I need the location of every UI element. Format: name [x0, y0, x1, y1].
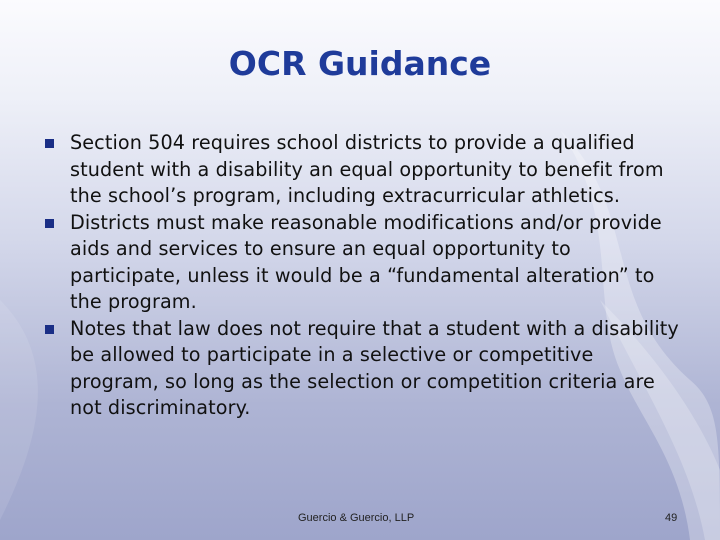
bullet-text: Districts must make reasonable modifications and/or provide aids and services to ensure an equal opportunity to participate, unless it would be a “fundamental alteration” to the program.	[70, 210, 662, 313]
square-bullet-icon	[45, 139, 54, 148]
square-bullet-icon	[45, 219, 54, 228]
bullet-item	[45, 130, 685, 210]
page-number: 49	[665, 512, 678, 524]
bullet-text: Notes that law does not require that a student with a disability be allowed to participate in a selective or competitive program, so long as the selection or competition criteria are not discriminatory.	[70, 316, 679, 419]
bullet-item	[45, 210, 685, 316]
slide-title: OCR Guidance	[228, 44, 492, 83]
bullet-text: Section 504 requires school districts to provide a qualified student with a disability an equal opportunity to benefit from the school’s program, including extracurricular athletics.	[70, 131, 664, 207]
square-bullet-icon	[45, 325, 54, 334]
bullet-item	[45, 316, 685, 422]
footer-text: Guercio & Guercio, LLP	[298, 512, 415, 524]
bullet-list	[45, 130, 685, 422]
